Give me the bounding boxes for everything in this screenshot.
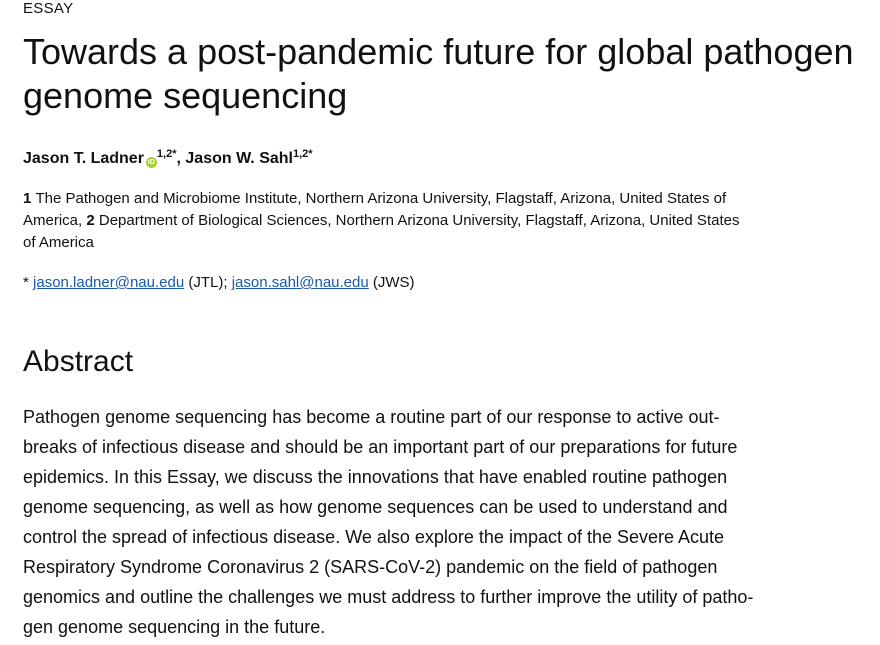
abstract-line: gen genome sequencing in the future. [23,617,326,637]
author-list [23,148,313,168]
abstract-line: genomics and outline the challenges we must address to further improve the utility of patho- [23,587,754,607]
article-title: Towards a post-pandemic future for global pathogen genome sequencing [23,31,854,116]
abstract-heading: Abstract [23,345,134,378]
article-type-label: ESSAY [23,0,74,17]
abstract-body [23,402,833,642]
initials-sahl: (JWS) [372,274,415,291]
author-name[interactable]: Jason W. Sahl [185,150,293,167]
author-name[interactable]: Jason T. Ladner [23,150,144,167]
initials-ladner: (JTL); [188,274,228,291]
abstract-line: Respiratory Syndrome Coronavirus 2 (SARS-CoV-2) pandemic on the field of pathogen [23,557,718,577]
email-link-sahl[interactable]: jason.sahl@nau.edu [231,274,369,291]
affiliation-line: America, 2 Department of Biological Sciences, Northern Arizona University, Flagstaff, Arizona, United States [23,212,740,229]
orcid-icon[interactable]: iD [147,159,155,166]
abstract-line: epidemics. In this Essay, we discuss the innovations that have enabled routine pathogen [23,467,728,487]
correspondence-star: * [23,274,29,291]
affiliations [23,188,833,254]
abstract-line: breaks of infectious disease and should be an important part of our preparations for future [23,437,738,457]
abstract-line: Pathogen genome sequencing has become a routine part of our response to active out- [23,407,720,427]
correspondence [23,274,415,291]
author-separator: , [176,150,186,167]
email-link-ladner[interactable]: jason.ladner@nau.edu [33,274,185,291]
abstract-line: control the spread of infectious disease. We also explore the impact of the Severe Acute [23,527,725,547]
author-affiliation-mark: 1,2* [156,148,177,160]
affiliation-line: of America [23,234,94,251]
affiliation-line: 1 The Pathogen and Microbiome Institute, Northern Arizona University, Flagstaff, Arizona, United States of [23,190,727,207]
abstract-line: genome sequencing, as well as how genome sequences can be used to understand and [23,497,728,517]
author-affiliation-mark: 1,2* [292,148,313,160]
